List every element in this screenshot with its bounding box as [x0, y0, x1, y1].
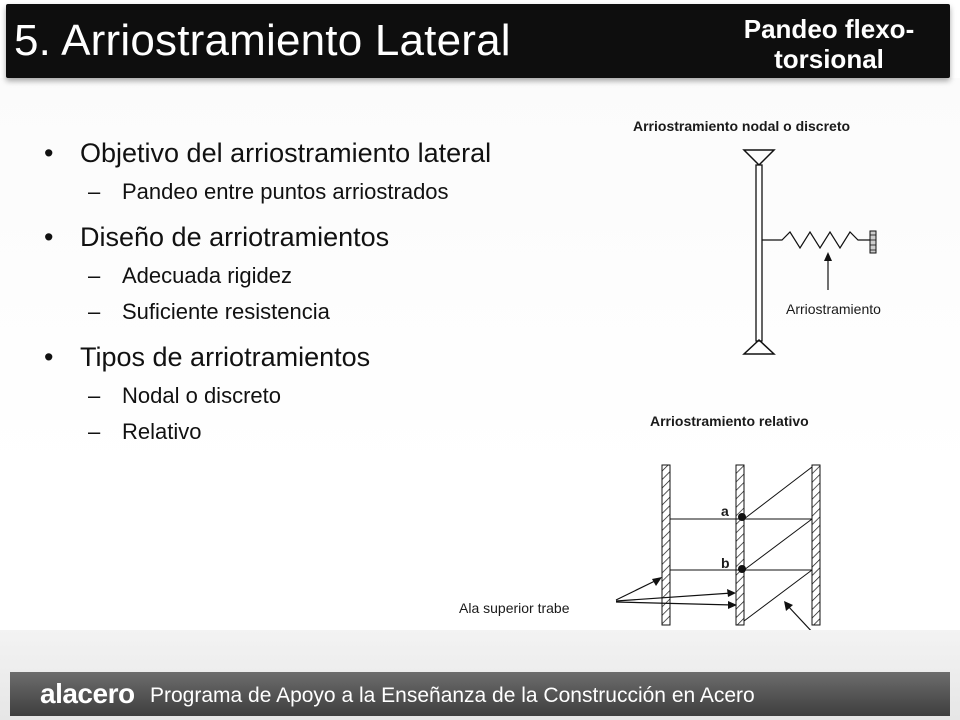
relative-figure-title: Arriostramiento relativo	[650, 413, 809, 429]
dash-marker: –	[88, 299, 101, 324]
subtitle-line-1: Pandeo flexo-	[743, 14, 915, 44]
bullet-list	[44, 130, 604, 446]
bullet-marker: •	[44, 138, 54, 168]
nodal-figure-title: Arriostramiento nodal o discreto	[633, 118, 851, 134]
bullet-text: Objetivo del arriostramiento lateral	[80, 138, 492, 168]
bullet-marker: •	[44, 222, 54, 252]
sub-bullet-item	[44, 382, 604, 410]
point-b-label: b	[721, 555, 730, 571]
dash-marker: –	[88, 383, 101, 408]
flange-label: Ala superior trabe	[459, 600, 570, 616]
sub-bullet-text: Adecuada rigidez	[122, 263, 293, 288]
bullet-item	[44, 220, 604, 254]
subtitle-line-2: torsional	[774, 44, 884, 74]
footer-bar	[10, 672, 950, 716]
sub-bullet-item	[44, 298, 604, 326]
flange-arrow-1	[616, 579, 659, 600]
dash-marker: –	[88, 263, 101, 288]
sub-bullet-item	[44, 418, 604, 446]
left-flange	[662, 465, 670, 625]
sub-bullet-text: Pandeo entre puntos arriostrados	[122, 179, 449, 204]
footer-program-text: Programa de Apoyo a la Enseñanza de la Construcción en Acero	[150, 684, 755, 707]
bullet-item	[44, 340, 604, 374]
sub-bullet-text: Suficiente resistencia	[122, 299, 330, 324]
top-support	[744, 150, 774, 165]
sub-bullet-text: Relativo	[122, 419, 202, 444]
nodal-brace-label: Arriostramiento	[786, 301, 881, 317]
sub-bullet-text: Nodal o discreto	[122, 383, 281, 408]
alacero-logo: alacero	[40, 678, 135, 709]
sub-bullet-item	[44, 178, 604, 206]
flange-arrow-2	[616, 593, 732, 601]
bullet-item	[44, 136, 604, 170]
sub-bullet-item	[44, 262, 604, 290]
slide-title: 5. Arriostramiento Lateral	[14, 16, 511, 65]
slide-subtitle	[724, 14, 934, 74]
point-a-label: a	[721, 503, 729, 519]
bullet-text: Tipos de arriotramientos	[80, 342, 371, 372]
bullet-marker: •	[44, 342, 54, 372]
spring-brace	[762, 232, 870, 248]
dash-marker: –	[88, 179, 101, 204]
flange-arrow-3	[616, 602, 733, 605]
column	[756, 165, 762, 341]
point-a-marker	[738, 513, 746, 521]
nodal-bracing-diagram	[730, 140, 890, 360]
bullet-text: Diseño de arriotramientos	[80, 222, 390, 252]
dash-marker: –	[88, 419, 101, 444]
title-bar	[6, 4, 950, 78]
bottom-support	[744, 340, 774, 354]
middle-flange	[736, 465, 744, 625]
right-flange	[812, 465, 820, 625]
point-b-marker	[738, 565, 746, 573]
